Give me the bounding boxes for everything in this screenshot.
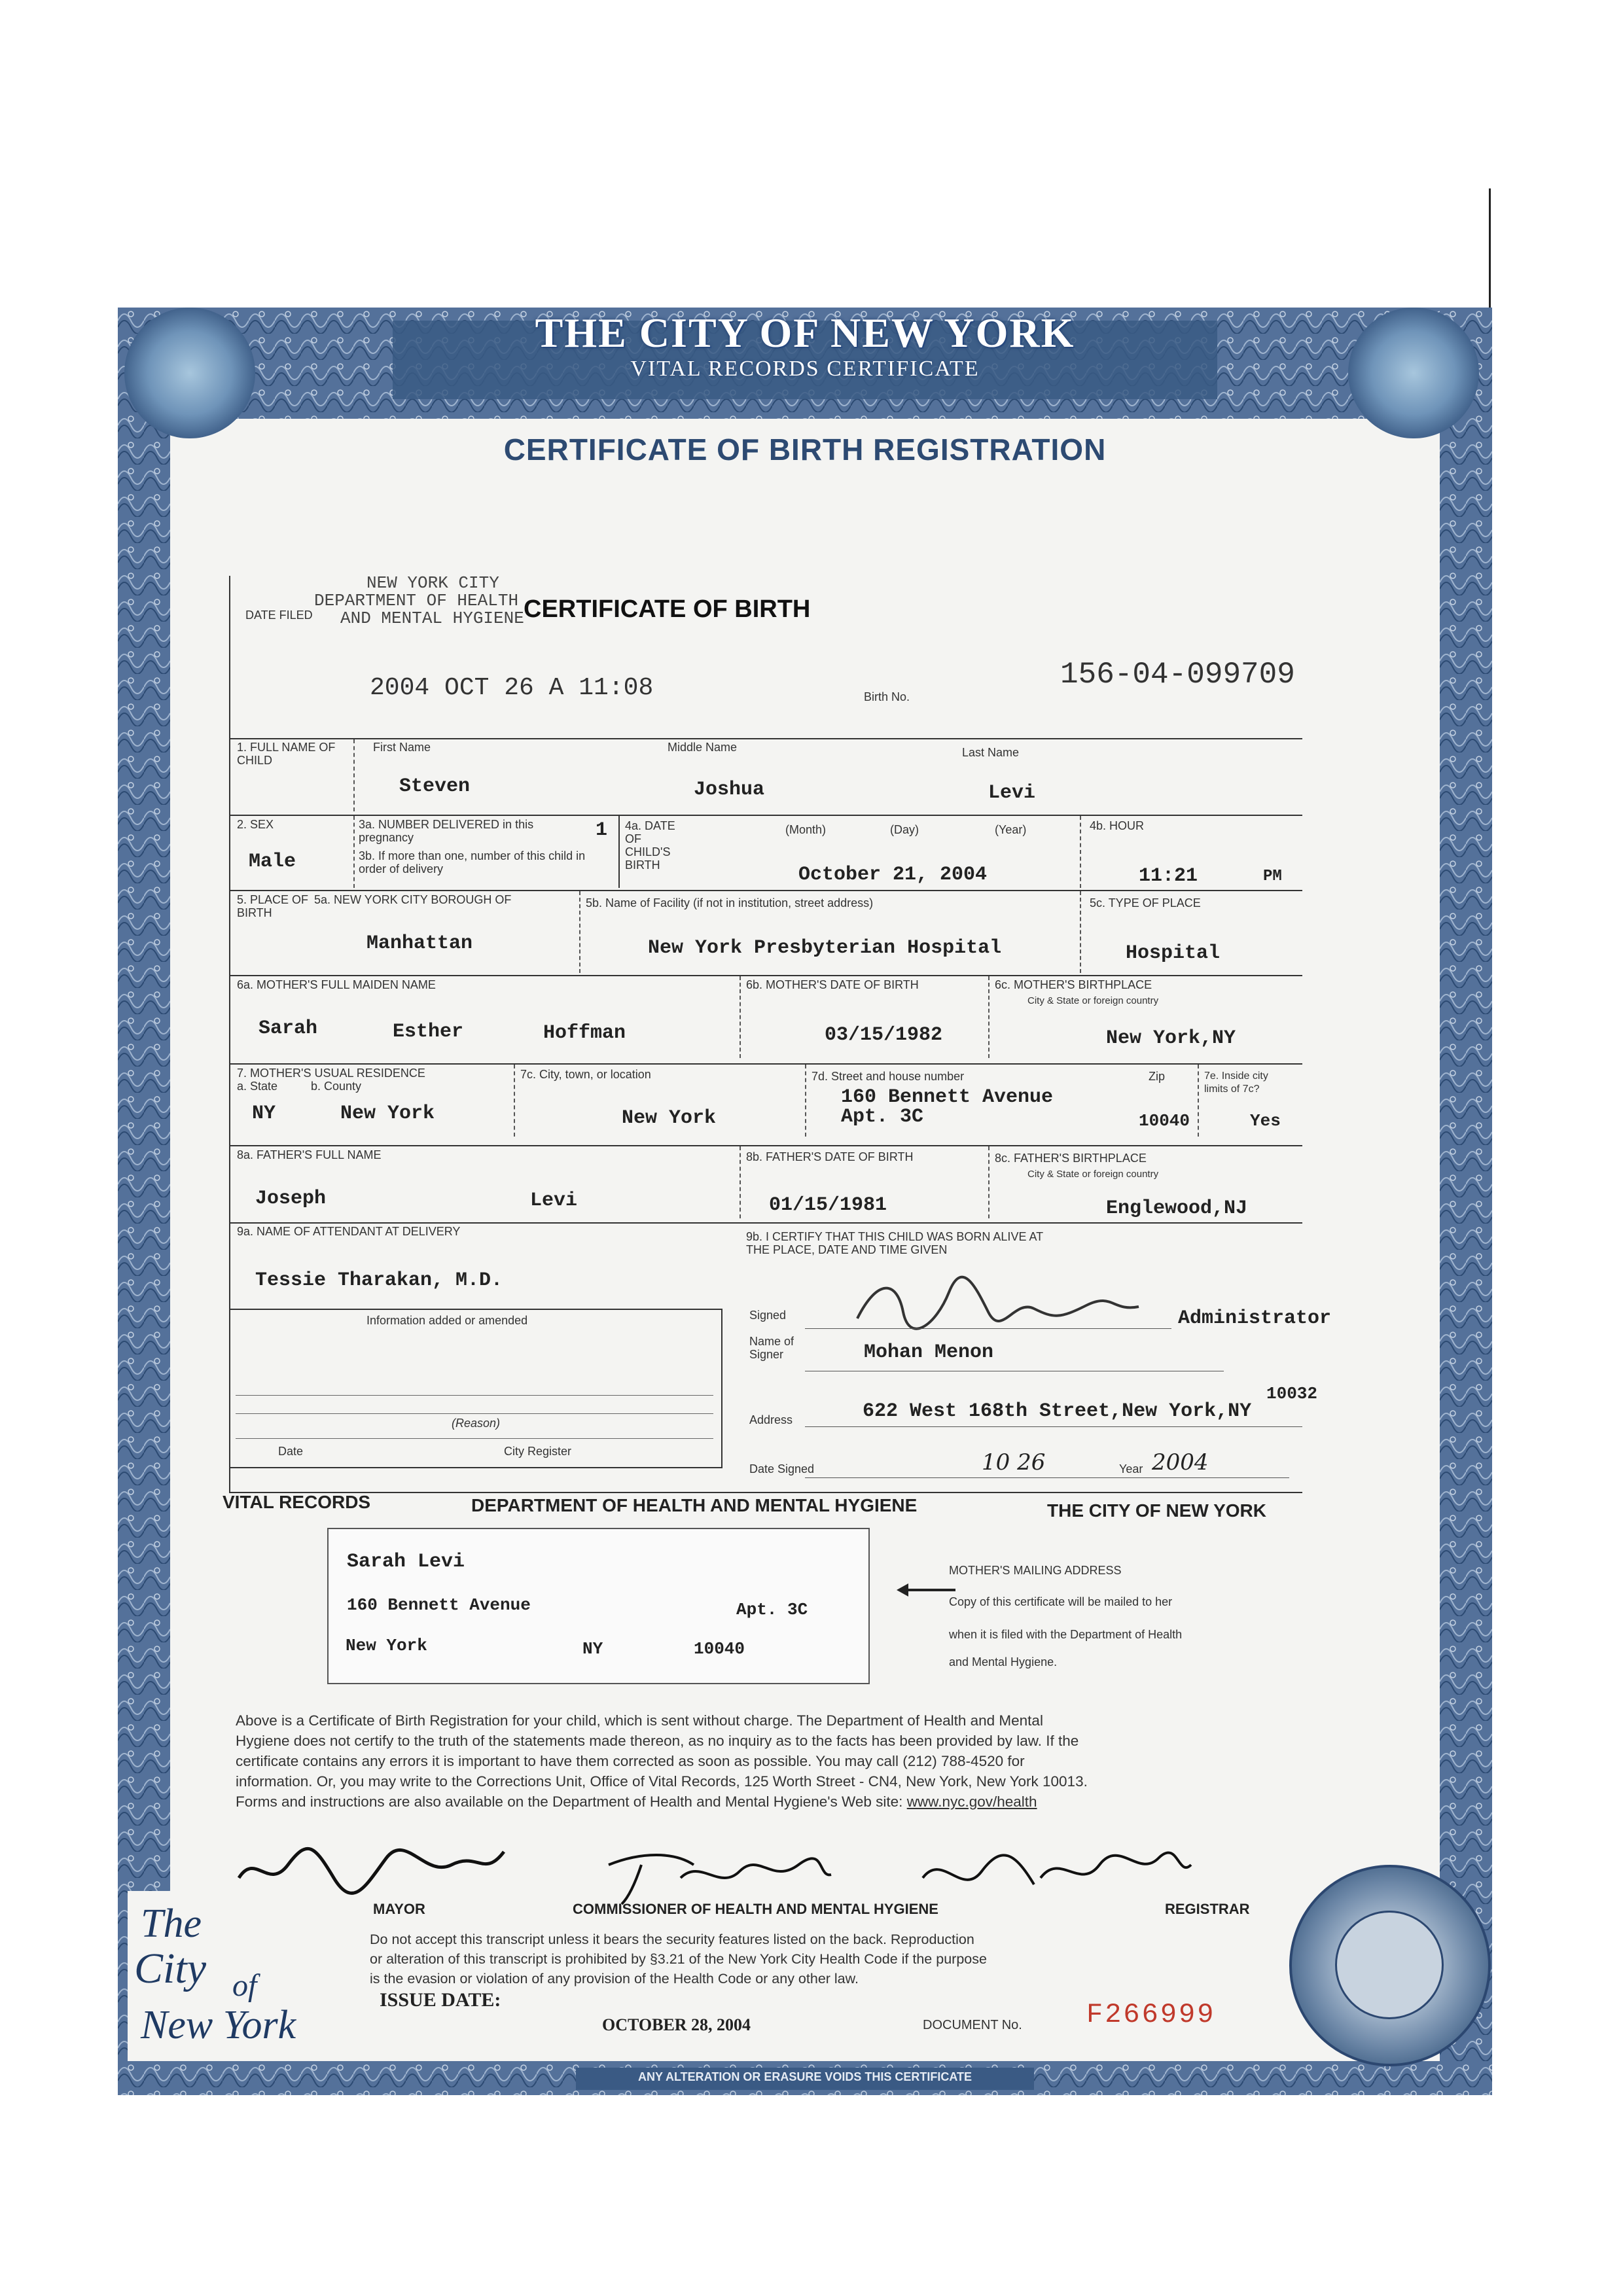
stamp-line-3: AND MENTAL HYGIENE — [340, 609, 524, 628]
residence-state: NY — [252, 1103, 276, 1125]
row-line — [229, 1063, 1302, 1065]
mailing-street: 160 Bennett Avenue — [347, 1595, 531, 1615]
father-birthplace-value: Englewood,NJ — [1106, 1197, 1248, 1220]
city-label: 7c. City, town, or location — [520, 1068, 651, 1081]
stamp-line-2: DEPARTMENT OF HEALTH — [314, 591, 519, 610]
father-dob-label: 8b. FATHER'S DATE OF BIRTH — [746, 1150, 914, 1163]
child-first-name: Steven — [399, 775, 471, 798]
date-filed-label: DATE FILED — [245, 609, 313, 622]
birthplace-sub-label: City & State or foreign country — [1027, 995, 1159, 1006]
residence-city: New York — [622, 1107, 717, 1129]
year-label: (Year) — [995, 823, 1027, 836]
name-of-signer-label: Name of Signer — [749, 1335, 794, 1361]
document-no-value: F266999 — [1086, 1999, 1216, 2030]
notice-line-1: Above is a Certificate of Birth Registration for your child, which is sent without charge. The Department of Health and Mental — [236, 1712, 1043, 1729]
mailing-note-title: MOTHER'S MAILING ADDRESS — [949, 1564, 1122, 1577]
place-type-label: 5c. TYPE OF PLACE — [1090, 896, 1201, 910]
date-filed-stamp: 2004 OCT 26 A 11:08 — [370, 674, 654, 702]
mailing-note-1: Copy of this certificate will be mailed to her — [949, 1595, 1173, 1608]
child-middle-name: Joshua — [694, 779, 765, 801]
birth-order-label: 3b. If more than one, number of this child in order of delivery — [359, 849, 586, 875]
col-divider — [988, 1146, 990, 1218]
birth-number: 156-04-099709 — [1060, 658, 1295, 692]
hour-value: 11:21 — [1139, 865, 1198, 887]
birth-no-label: Birth No. — [864, 690, 910, 703]
residence-label: 7. MOTHER'S USUAL RESIDENCE — [237, 1067, 425, 1080]
vital-records-label: VITAL RECORDS — [223, 1492, 371, 1512]
facility-value: New York Presbyterian Hospital — [648, 937, 1002, 959]
info-added-label: Information added or amended — [366, 1314, 528, 1327]
attendant-signature — [851, 1273, 1152, 1344]
signer-name: Mohan Menon — [864, 1341, 994, 1364]
sex-label: 2. SEX — [237, 818, 274, 831]
month-label: (Month) — [785, 823, 827, 836]
date-signed-line — [805, 1477, 1289, 1478]
borough-value: Manhattan — [366, 932, 473, 955]
certify-label: 9b. I CERTIFY THAT THIS CHILD WAS BORN ALIVE AT THE PLACE, DATE AND TIME GIVEN — [746, 1230, 1043, 1256]
place-type-value: Hospital — [1126, 942, 1221, 964]
father-birthplace-label: 8c. FATHER'S BIRTHPLACE — [995, 1152, 1147, 1165]
address-line — [805, 1426, 1302, 1427]
city-register-label: City Register — [504, 1445, 572, 1458]
signed-label: Signed — [749, 1309, 787, 1322]
notice-line-2: Hygiene does not certify to the truth of the statements made thereon, as no inquiry as to the facts has been provided by law. If the — [236, 1733, 1079, 1749]
col-divider — [1198, 1065, 1199, 1137]
full-name-label: 1. FULL NAME OF CHILD — [237, 741, 336, 767]
signer-title: Administrator — [1178, 1307, 1332, 1330]
top-right-rosette-seal — [1348, 308, 1479, 438]
father-dob-value: 01/15/1981 — [769, 1194, 887, 1216]
mayor-label: MAYOR — [373, 1901, 425, 1917]
place-label: 5. PLACE OF BIRTH — [237, 893, 309, 919]
left-guilloche-band — [118, 308, 170, 2095]
document-no-label: DOCUMENT No. — [923, 2018, 1022, 2032]
arrow-left-icon — [897, 1582, 955, 1601]
col-divider — [353, 816, 355, 888]
father-first-name: Joseph — [255, 1188, 327, 1210]
signed-line — [805, 1328, 1171, 1329]
disclaimer-line-1: Do not accept this transcript unless it bears the security features listed on the back. Reproduction — [370, 1932, 974, 1947]
mother-dob-value: 03/15/1982 — [825, 1024, 943, 1046]
father-name-label: 8a. FATHER'S FULL NAME — [237, 1148, 382, 1161]
amendment-line — [236, 1413, 713, 1414]
row-line — [229, 890, 1302, 891]
inside-city-value: Yes — [1250, 1111, 1281, 1131]
certificate-title: CERTIFICATE OF BIRTH REGISTRATION — [503, 433, 1107, 467]
row-line — [229, 975, 1302, 976]
disclaimer-line-2: or alteration of this transcript is prohibited by §3.21 of the New York City Health Code if the purpose — [370, 1951, 987, 1967]
child-last-name: Levi — [988, 782, 1036, 804]
row-line — [229, 738, 1302, 739]
mailing-name: Sarah Levi — [347, 1551, 465, 1573]
col-divider — [988, 976, 990, 1058]
issue-date-value: OCTOBER 28, 2004 — [602, 2015, 751, 2034]
mailing-note-3: and Mental Hygiene. — [949, 1655, 1058, 1669]
form-bottom-border — [229, 1492, 1302, 1493]
zip-label: Zip — [1149, 1070, 1166, 1083]
col-divider — [1080, 816, 1081, 888]
facility-label: 5b. Name of Facility (if not in institution, street address) — [586, 896, 874, 910]
hour-pm: PM — [1263, 868, 1282, 885]
top-left-rosette-seal — [124, 308, 255, 438]
year-signed-label: Year — [1119, 1462, 1143, 1475]
first-name-label: First Name — [373, 741, 431, 754]
col-divider — [1080, 891, 1081, 973]
signer-zip: 10032 — [1266, 1384, 1318, 1404]
registrar-signature — [916, 1839, 1198, 1914]
issue-date-label: ISSUE DATE: — [380, 1989, 501, 2011]
mother-birthplace-label: 6c. MOTHER'S BIRTHPLACE — [995, 978, 1152, 991]
footer-band-text: ANY ALTERATION OR ERASURE VOIDS THIS CERTIFICATE — [637, 2070, 972, 2083]
registrar-label: REGISTRAR — [1165, 1901, 1250, 1917]
num-delivered-label: 3a. NUMBER DELIVERED in this pregnancy — [359, 818, 534, 844]
signer-address: 622 West 168th Street,New York,NY — [863, 1400, 1252, 1422]
col-divider — [740, 976, 741, 1058]
father-birthplace-sub-label: City & State or foreign country — [1027, 1169, 1159, 1180]
amend-date-label: Date — [278, 1445, 304, 1458]
mailing-state: NY — [582, 1639, 603, 1659]
num-delivered-value: 1 — [596, 819, 608, 841]
mother-dob-label: 6b. MOTHER'S DATE OF BIRTH — [746, 978, 919, 991]
mailing-note-2: when it is filed with the Department of Health — [949, 1628, 1183, 1641]
mailing-zip: 10040 — [694, 1639, 745, 1659]
svg-text:City: City — [134, 1945, 206, 1992]
notice-line-4: information. Or, you may write to the Corrections Unit, Office of Vital Records, 125 Worth Street - CN4, New York, New York 10013. — [236, 1773, 1088, 1790]
address-label: Address — [749, 1413, 793, 1426]
mother-name-label: 6a. MOTHER'S FULL MAIDEN NAME — [237, 978, 436, 991]
svg-text:New York: New York — [141, 2003, 296, 2047]
disclaimer-line-3: is the evasion or violation of any provision of the Health Code or any other law. — [370, 1971, 859, 1987]
notice-line-5-text: Forms and instructions are also available on the Department of Health and Mental Hygiene's Web site: — [236, 1793, 903, 1810]
city-label-footer: THE CITY OF NEW YORK — [1047, 1500, 1266, 1521]
amendment-line — [236, 1438, 713, 1439]
col-divider — [353, 739, 355, 811]
county-label: b. County — [311, 1080, 362, 1093]
svg-text:The: The — [141, 1901, 202, 1946]
residence-apt: Apt. 3C — [841, 1106, 924, 1128]
father-last-name: Levi — [530, 1190, 578, 1212]
col-divider — [805, 1065, 806, 1137]
attendant-label: 9a. NAME OF ATTENDANT AT DELIVERY — [237, 1225, 461, 1238]
col-divider — [579, 891, 580, 973]
notice-line-3: certificate contains any errors it is important to have them corrected as soon as possible. You may call (212) 788-4520 for — [236, 1753, 1025, 1769]
health-website-link[interactable]: www.nyc.gov/health — [906, 1793, 1037, 1810]
notice-line-5 — [236, 1792, 1374, 1811]
year-signed-value: 2004 — [1152, 1449, 1209, 1475]
reason-label: (Reason) — [452, 1417, 501, 1430]
mother-first-name: Sarah — [259, 1017, 318, 1040]
row-line — [229, 1222, 1302, 1224]
stamp-line-1: NEW YORK CITY — [366, 573, 499, 593]
mother-birthplace-value: New York,NY — [1106, 1027, 1236, 1050]
department-health-seal-inner — [1335, 1911, 1444, 2019]
street-label: 7d. Street and house number — [812, 1070, 965, 1083]
attendant-value: Tessie Tharakan, M.D. — [255, 1269, 503, 1292]
commissioner-label: COMMISSIONER OF HEALTH AND MENTAL HYGIENE — [573, 1901, 938, 1917]
middle-name-label: Middle Name — [668, 741, 738, 754]
col-divider — [514, 1065, 515, 1137]
date-signed-value: 10 26 — [982, 1449, 1046, 1475]
col-divider — [618, 816, 620, 888]
mother-middle-name: Esther — [393, 1021, 464, 1043]
residence-street: 160 Bennett Avenue — [841, 1086, 1054, 1108]
residence-zip: 10040 — [1139, 1111, 1190, 1131]
right-guilloche-band — [1440, 308, 1492, 2095]
header-title: THE CITY OF NEW YORK — [535, 309, 1075, 356]
amendment-line — [236, 1395, 713, 1396]
inside-city-label: 7e. Inside city limits of 7c? — [1204, 1070, 1268, 1095]
row-line — [229, 1145, 1302, 1146]
date-signed-label: Date Signed — [749, 1462, 815, 1475]
form-title: CERTIFICATE OF BIRTH — [524, 595, 811, 623]
mother-last-name: Hoffman — [543, 1022, 626, 1044]
mailing-apt: Apt. 3C — [736, 1600, 808, 1619]
department-label: DEPARTMENT OF HEALTH AND MENTAL HYGIENE — [471, 1495, 918, 1515]
row-line — [229, 815, 1302, 816]
sex-value: Male — [249, 851, 296, 873]
state-label: a. State — [237, 1080, 278, 1093]
dob-value: October 21, 2004 — [798, 864, 988, 886]
last-name-label: Last Name — [962, 746, 1020, 759]
residence-county: New York — [340, 1103, 435, 1125]
amendment-box — [229, 1309, 722, 1468]
dob-label: 4a. DATE OF CHILD'S BIRTH — [625, 819, 675, 872]
hour-label: 4b. HOUR — [1090, 819, 1145, 832]
day-label: (Day) — [890, 823, 919, 836]
svg-text:of: of — [232, 1968, 257, 2003]
col-divider — [740, 1146, 741, 1218]
mailing-city: New York — [346, 1636, 427, 1655]
borough-label: 5a. NEW YORK CITY BOROUGH OF — [314, 893, 512, 906]
city-of-new-york-logo — [128, 1891, 324, 2061]
header-subtitle: VITAL RECORDS CERTIFICATE — [630, 357, 980, 381]
